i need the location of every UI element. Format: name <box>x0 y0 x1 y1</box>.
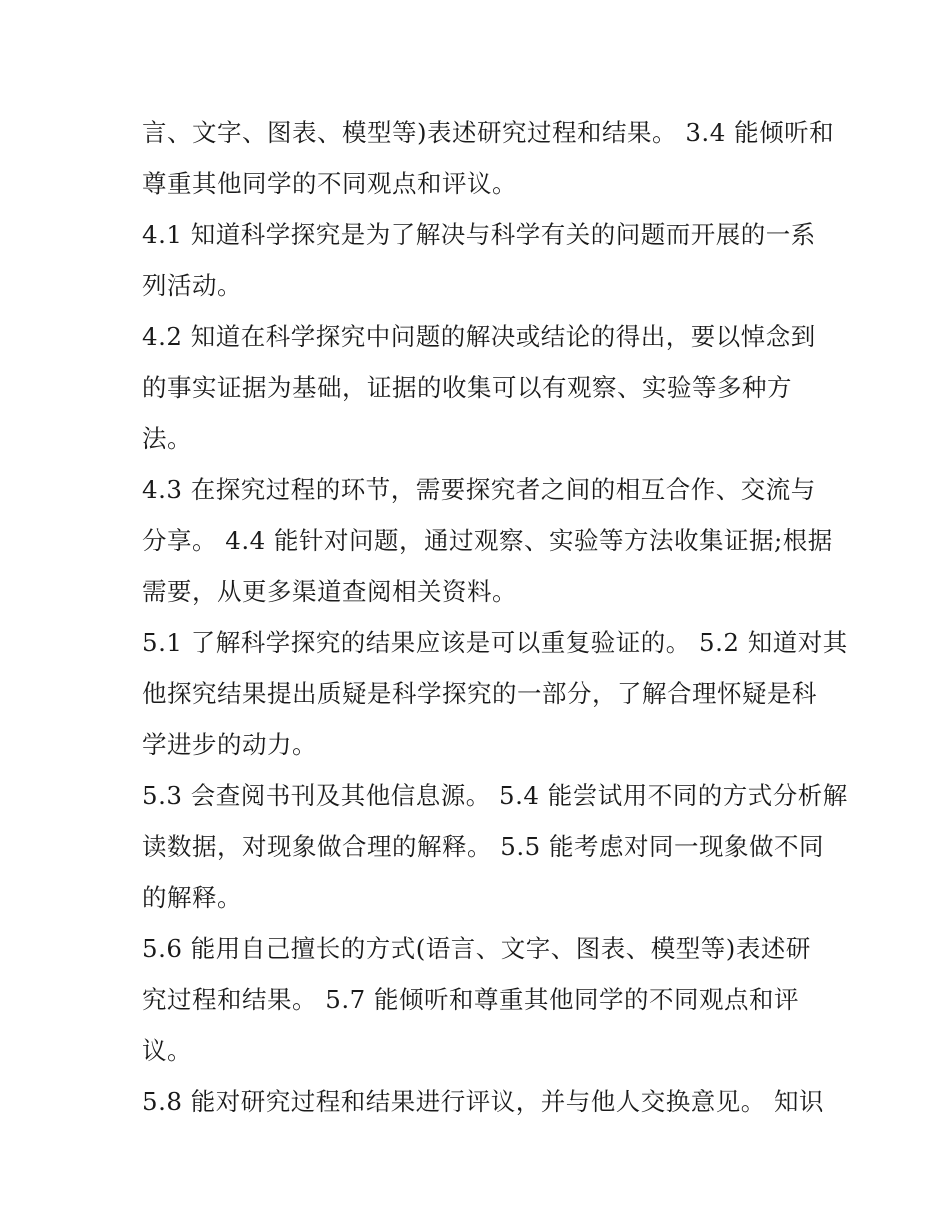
text-line: 法。 <box>142 424 192 453</box>
text-line: 5.1 了解科学探究的结果应该是可以重复验证的。 5.2 知道对其 <box>142 628 848 657</box>
text-line: 4.2 知道在科学探究中问题的解决或结论的得出，要以悼念到 <box>142 322 816 351</box>
text-line: 的事实证据为基础，证据的收集可以有观察、实验等多种方 <box>142 373 792 402</box>
document-body <box>142 107 848 1127</box>
text-line: 究过程和结果。 5.7 能倾听和尊重其他同学的不同观点和评 <box>142 985 800 1014</box>
text-line: 列活动。 <box>142 271 242 300</box>
text-line: 5.8 能对研究过程和结果进行评议，并与他人交换意见。 知识 <box>142 1087 825 1116</box>
text-line: 5.6 能用自己擅长的方式(语言、文字、图表、模型等)表述研 <box>142 934 811 963</box>
text-line: 读数据，对现象做合理的解释。 5.5 能考虑对同一现象做不同 <box>142 832 825 861</box>
text-line: 的解释。 <box>142 883 242 912</box>
text-line: 学进步的动力。 <box>142 730 317 759</box>
text-line: 分享。 4.4 能针对问题，通过观察、实验等方法收集证据;根据 <box>142 526 833 555</box>
text-line: 4.1 知道科学探究是为了解决与科学有关的问题而开展的一系 <box>142 220 816 249</box>
text-line: 尊重其他同学的不同观点和评议。 <box>142 169 517 198</box>
text-line: 5.3 会查阅书刊及其他信息源。 5.4 能尝试用不同的方式分析解 <box>142 781 848 810</box>
text-line: 言、文字、图表、模型等)表述研究过程和结果。 3.4 能倾听和 <box>142 118 835 147</box>
text-line: 4.3 在探究过程的环节，需要探究者之间的相互合作、交流与 <box>142 475 816 504</box>
text-line: 他探究结果提出质疑是科学探究的一部分，了解合理怀疑是科 <box>142 679 817 708</box>
text-line: 议。 <box>142 1036 192 1065</box>
text-line: 需要，从更多渠道查阅相关资料。 <box>142 577 517 606</box>
